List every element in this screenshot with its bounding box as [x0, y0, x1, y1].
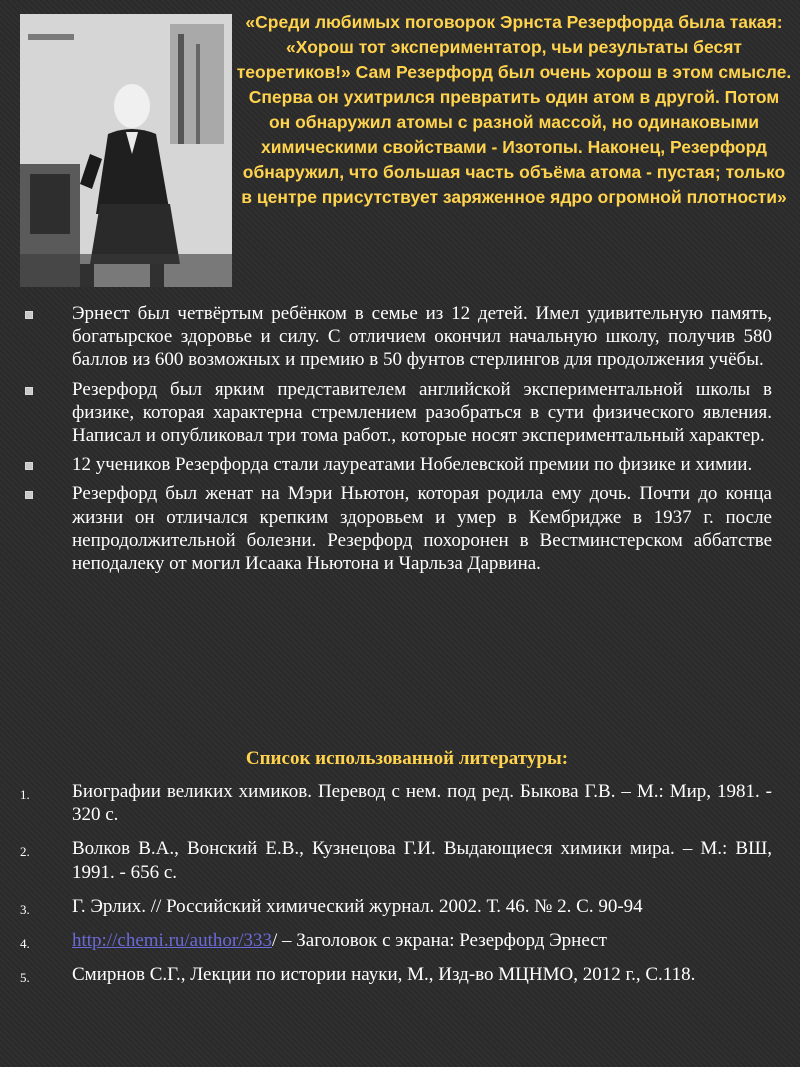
- biography-item: [20, 482, 772, 575]
- literature-list: [20, 780, 772, 997]
- square-bullet-icon: [25, 491, 33, 499]
- biography-item-text: Резерфорд был женат на Мэри Ньютон, которая родила ему дочь. Почти до конца жизни он отличался крепким здоровьем и умер в Кембридже в 1937 г. после непродолжительной болезни. Резерфорд похоронен в Вестминстерском аббатстве неподалеку от могил Исаака Ньютона и Чарльза Дарвина.: [72, 483, 772, 575]
- literature-item-number: 5.: [20, 970, 30, 986]
- literature-item-number: 4.: [20, 936, 30, 952]
- rutherford-quote: «Среди любимых поговорок Эрнста Резерфорда была такая: «Хорош тот экспериментатор, чьи результаты бесят теоретиков!» Сам Резерфорд был очень хорош в этом смысле. Сперва он ухитрился превратить один атом в другой. Потом он обнаружил атомы с разной массой, но одинаковыми химическими свойствами - Изотопы. Наконец, Резерфорд обнаружил, что большая часть объёма атома - пустая; только в центре присутствует заряженное ядро огромной плотности»: [236, 12, 792, 207]
- rutherford-photo: [20, 14, 232, 287]
- literature-item-text: Волков В.А., Вонский Е.В., Кузнецова Г.И. Выдающиеся химики мира. – М.: ВШ, 1991. - 656 с.: [72, 838, 772, 883]
- literature-item-number: 1.: [20, 787, 30, 802]
- biography-item-text: Эрнест был четвёртым ребёнком в семье из 12 детей. Имел удивительную память, богатырское здоровье и силу. С отличием окончил начальную школу, получив 580 баллов из 600 возможных и премию в 50 фунтов стерлингов для продолжения учёбы.: [72, 303, 772, 371]
- biography-item: [20, 453, 772, 476]
- square-bullet-icon: [25, 462, 33, 470]
- literature-item: [20, 837, 772, 883]
- biography-item-text: 12 учеников Резерфорда стали лауреатами Нобелевской премии по физике и химии.: [72, 454, 753, 476]
- biography-item: [20, 302, 772, 372]
- literature-item-text: Смирнов С.Г., Лекции по истории науки, М., Изд-во МЦНМО, 2012 г., С.118.: [72, 964, 696, 986]
- biography-list: [20, 302, 772, 581]
- literature-item-text: Биографии великих химиков. Перевод с нем. под ред. Быкова Г.В. – М.: Мир, 1981. - 320 с.: [72, 781, 772, 826]
- biography-item-text: Резерфорд был ярким представителем английской экспериментальной школы в физике, которая характерна стремлением разобраться в сути физического явления. Написал и опубликовал три тома работ., которые носят экспериментальный характер.: [72, 378, 772, 447]
- literature-heading: Список использованной литературы:: [245, 748, 569, 769]
- literature-item-link[interactable]: http://chemi.ru/author/333: [72, 930, 272, 952]
- rutherford-photo-drawing: [20, 14, 232, 287]
- literature-item: [20, 963, 772, 986]
- literature-item-number: 3.: [20, 901, 30, 917]
- biography-item: [20, 378, 772, 448]
- square-bullet-icon: [25, 311, 33, 319]
- literature-item-text: / – Заголовок с экрана: Резерфорд Эрнест: [272, 930, 607, 952]
- square-bullet-icon: [25, 387, 33, 395]
- literature-item-number: 2.: [20, 844, 30, 860]
- literature-item: [20, 895, 772, 918]
- literature-item: [20, 929, 772, 952]
- literature-item: [20, 780, 772, 826]
- literature-item-text: Г. Эрлих. // Российский химический журнал. 2002. Т. 46. № 2. С. 90-94: [72, 895, 643, 917]
